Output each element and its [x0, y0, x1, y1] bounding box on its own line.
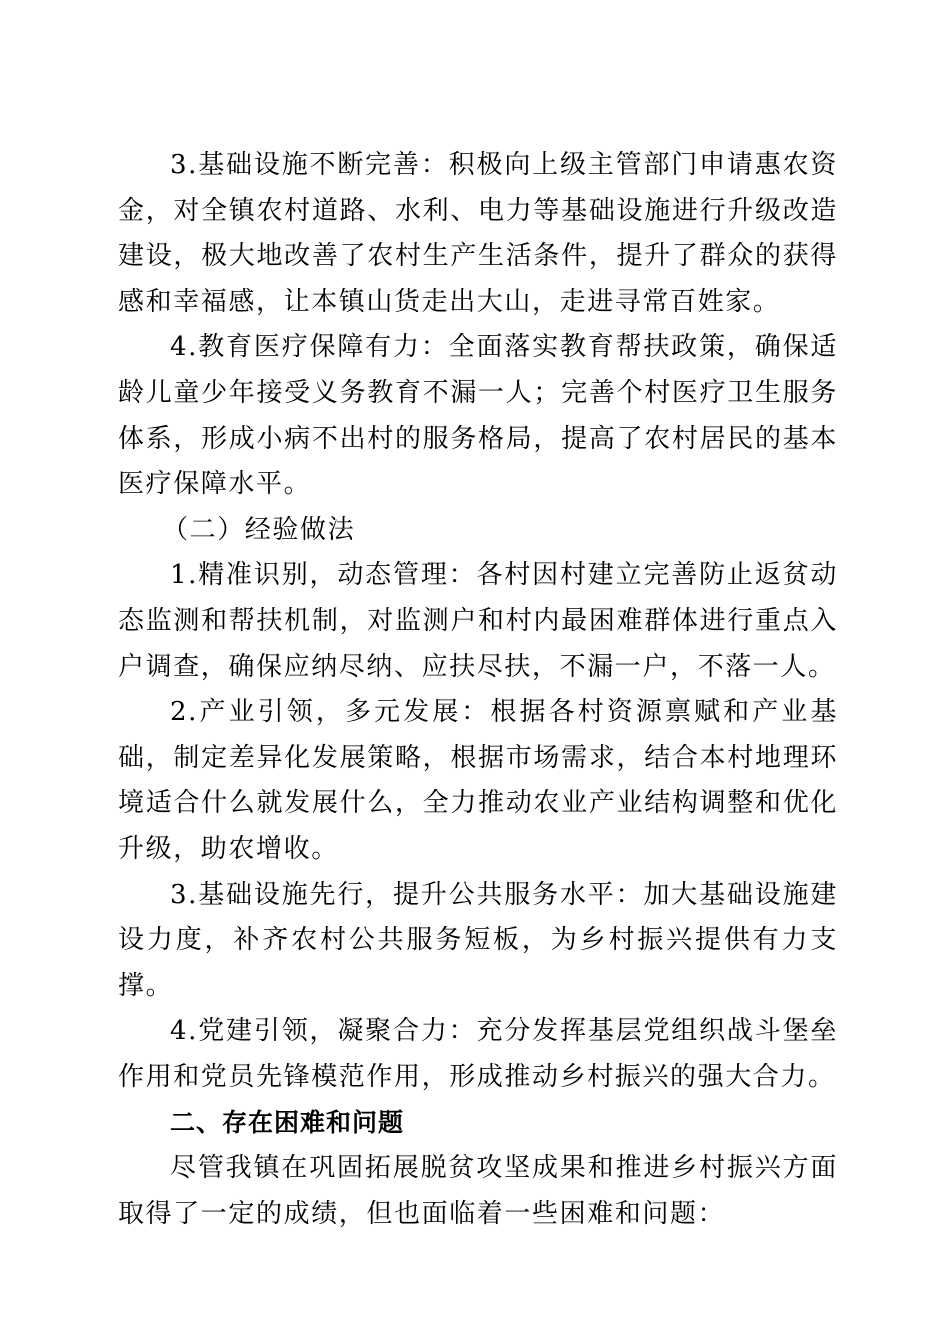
paragraph-difficulties-intro: 尽管我镇在巩固拓展脱贫攻坚成果和推进乡村振兴方面取得了一定的成绩，但也面临着一些困难和问题：: [118, 1153, 838, 1229]
paragraph-industry-leading: 2.产业引领，多元发展：根据各村资源禀赋和产业基础，制定差异化发展策略，根据市场需求，结合本村地理环境适合什么就发展什么，全力推动农业产业结构调整和优化升级，助农增收。: [118, 697, 838, 864]
paragraph-infrastructure-first: 3.基础设施先行，提升公共服务水平：加大基础设施建设力度，补齐农村公共服务短板，为乡村振兴提供有力支撑。: [118, 879, 838, 1001]
paragraph-infrastructure-improvement: 3.基础设施不断完善：积极向上级主管部门申请惠农资金，对全镇农村道路、水利、电力等基础设施进行升级改造建设，极大地改善了农村生产生活条件，提升了群众的获得感和幸福感，让本镇山货走出大山，走进寻常百姓家。: [118, 150, 838, 317]
section-subheading-experience: （二）经验做法: [162, 514, 356, 545]
section-heading-difficulties: 二、存在困难和问题: [170, 1108, 405, 1138]
paragraph-party-building: 4.党建引领，凝聚合力：充分发挥基层党组织战斗堡垒作用和党员先锋模范作用，形成推动乡村振兴的强大合力。: [118, 1016, 838, 1092]
paragraph-precise-identification: 1.精准识别，动态管理：各村因村建立完善防止返贫动态监测和帮扶机制，对监测户和村内最困难群体进行重点入户调查，确保应纳尽纳、应扶尽扶，不漏一户，不落一人。: [118, 560, 838, 682]
document-body: [118, 143, 838, 1237]
paragraph-education-medical: 4.教育医疗保障有力：全面落实教育帮扶政策，确保适龄儿童少年接受义务教育不漏一人；完善个村医疗卫生服务体系，形成小病不出村的服务格局，提高了农村居民的基本医疗保障水平。: [118, 332, 838, 500]
